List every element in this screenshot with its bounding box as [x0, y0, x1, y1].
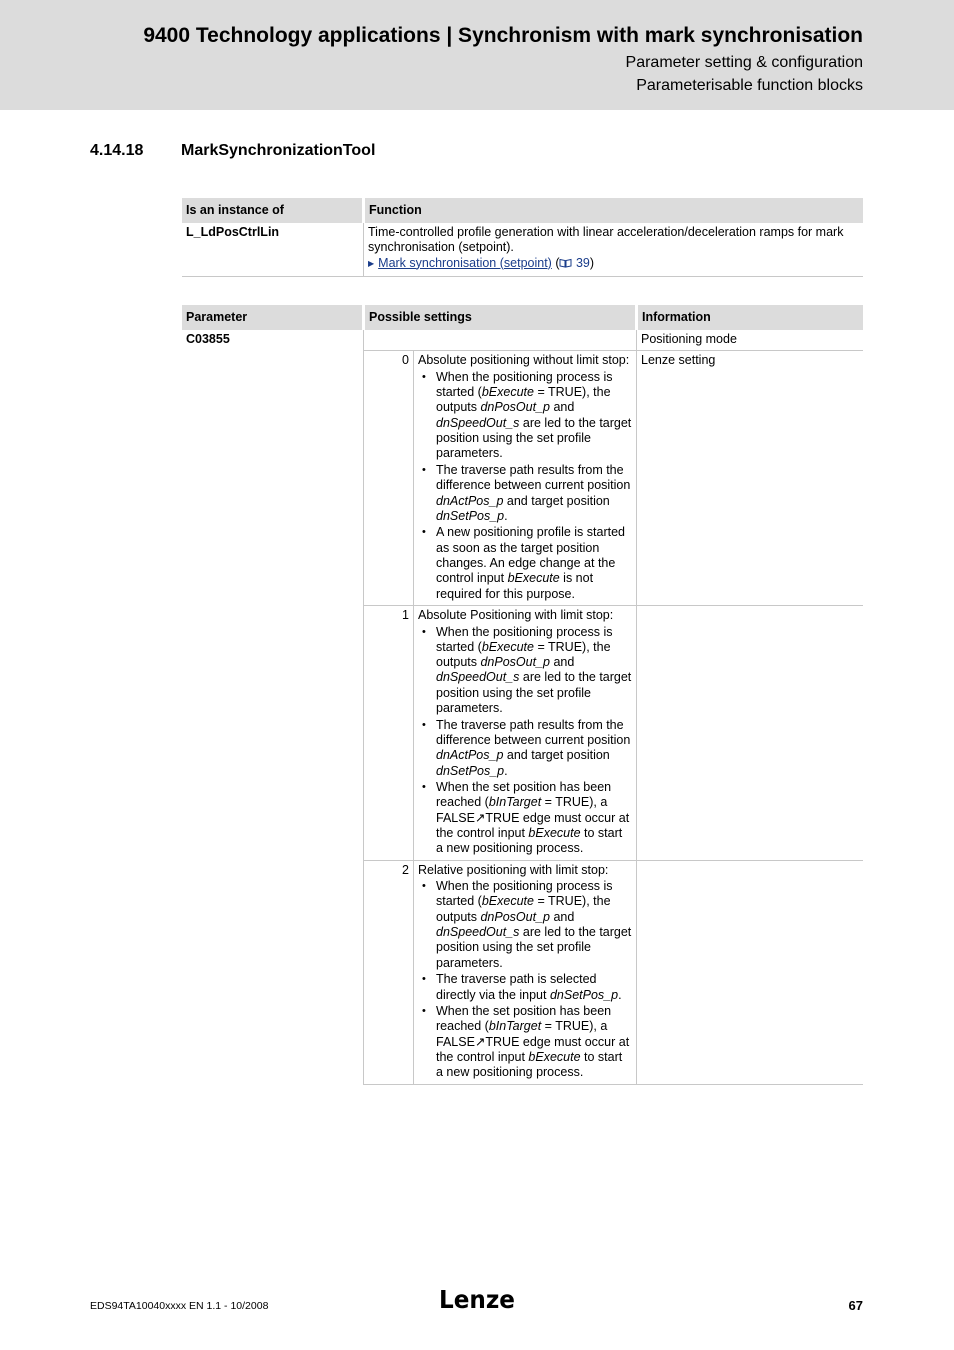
settings-blank-cell — [364, 330, 637, 351]
footer-doc-id: EDS94TA10040xxxx EN 1.1 - 10/2008 — [90, 1300, 269, 1312]
option-label: Absolute positioning without limit stop: — [418, 353, 630, 368]
function-cell: Time-controlled profile generation with linear acceleration/deceleration ramps for mark synchronisation (setpoint). ▶ Mark synchronisation (setpoint) ( 39) — [364, 223, 864, 276]
list-item: • The traverse path is selected directly via the input dnSetPos_p. — [436, 972, 632, 1003]
instance-table — [182, 198, 863, 277]
option-bullet-list — [418, 879, 632, 1080]
option-label: Absolute Positioning with limit stop: — [418, 607, 614, 622]
section-heading — [90, 142, 375, 160]
parameter-table — [182, 305, 863, 1085]
option-description — [414, 860, 637, 1084]
option-label: Relative positioning with limit stop: — [418, 862, 609, 877]
function-text: Time-controlled profile generation with linear acceleration/deceleration ramps for mark synchronisation (setpoint). — [368, 225, 844, 255]
parameter-col-header: Parameter — [182, 305, 364, 330]
option-value: 0 — [364, 351, 414, 606]
section-title: MarkSynchronizationTool — [181, 142, 376, 159]
option-description — [414, 351, 637, 606]
option-info — [637, 605, 864, 860]
option-info: Lenze setting — [637, 351, 864, 606]
instance-name: L_LdPosCtrlLin — [182, 223, 364, 276]
parameter-code: C03855 — [182, 330, 364, 1084]
page-number: 67 — [848, 1298, 863, 1313]
parameter-info: Positioning mode — [637, 330, 864, 351]
instance-col-header: Is an instance of — [182, 198, 364, 223]
function-col-header: Function — [364, 198, 864, 223]
list-item: • When the positioning process is started (bExecute = TRUE), the outputs dnPosOut_p and dnSpeedOut_s are led to the target position using the set profile parameters. — [436, 879, 632, 971]
header-band — [0, 0, 954, 110]
option-info — [637, 860, 864, 1084]
header-subtitle-1: Parameter setting & configuration — [625, 54, 863, 71]
list-item: • A new positioning profile is started as soon as the target position changes. An edge change at the control input bExecute is not required for this purpose. — [436, 525, 632, 601]
logo-text: Lenze — [439, 1286, 515, 1314]
settings-col-header: Possible settings — [364, 305, 637, 330]
link-page-ref[interactable]: 39 — [575, 255, 590, 270]
list-item: • When the positioning process is started (bExecute = TRUE), the outputs dnPosOut_p and dnSpeedOut_s are led to the target position using the set profile parameters. — [436, 625, 632, 717]
lenze-logo — [438, 1286, 516, 1314]
mark-sync-link[interactable]: Mark synchronisation (setpoint) — [378, 255, 552, 270]
list-item: • When the positioning process is started (bExecute = TRUE), the outputs dnPosOut_p and dnSpeedOut_s are led to the target position using the set profile parameters. — [436, 370, 632, 462]
header-title: 9400 Technology applications | Synchronism with mark synchronisation — [143, 24, 863, 47]
information-col-header: Information — [637, 305, 864, 330]
list-item: • When the set position has been reached (bInTarget = TRUE), a FALSE↗TRUE edge must occur at the control input bExecute to start a new positioning process. — [436, 780, 632, 856]
option-description — [414, 605, 637, 860]
header-subtitle-2: Parameterisable function blocks — [636, 77, 863, 94]
book-icon — [559, 258, 572, 268]
option-bullet-list — [418, 370, 632, 602]
section-number: 4.14.18 — [90, 142, 144, 159]
list-item: • When the set position has been reached (bInTarget = TRUE), a FALSE↗TRUE edge must occur at the control input bExecute to start a new positioning process. — [436, 1004, 632, 1080]
option-value: 1 — [364, 605, 414, 860]
link-arrow-icon: ▶ — [368, 258, 375, 268]
list-item: • The traverse path results from the difference between current position dnActPos_p and target position dnSetPos_p. — [436, 718, 632, 779]
list-item: • The traverse path results from the difference between current position dnActPos_p and target position dnSetPos_p. — [436, 463, 632, 524]
option-value: 2 — [364, 860, 414, 1084]
option-bullet-list — [418, 625, 632, 857]
